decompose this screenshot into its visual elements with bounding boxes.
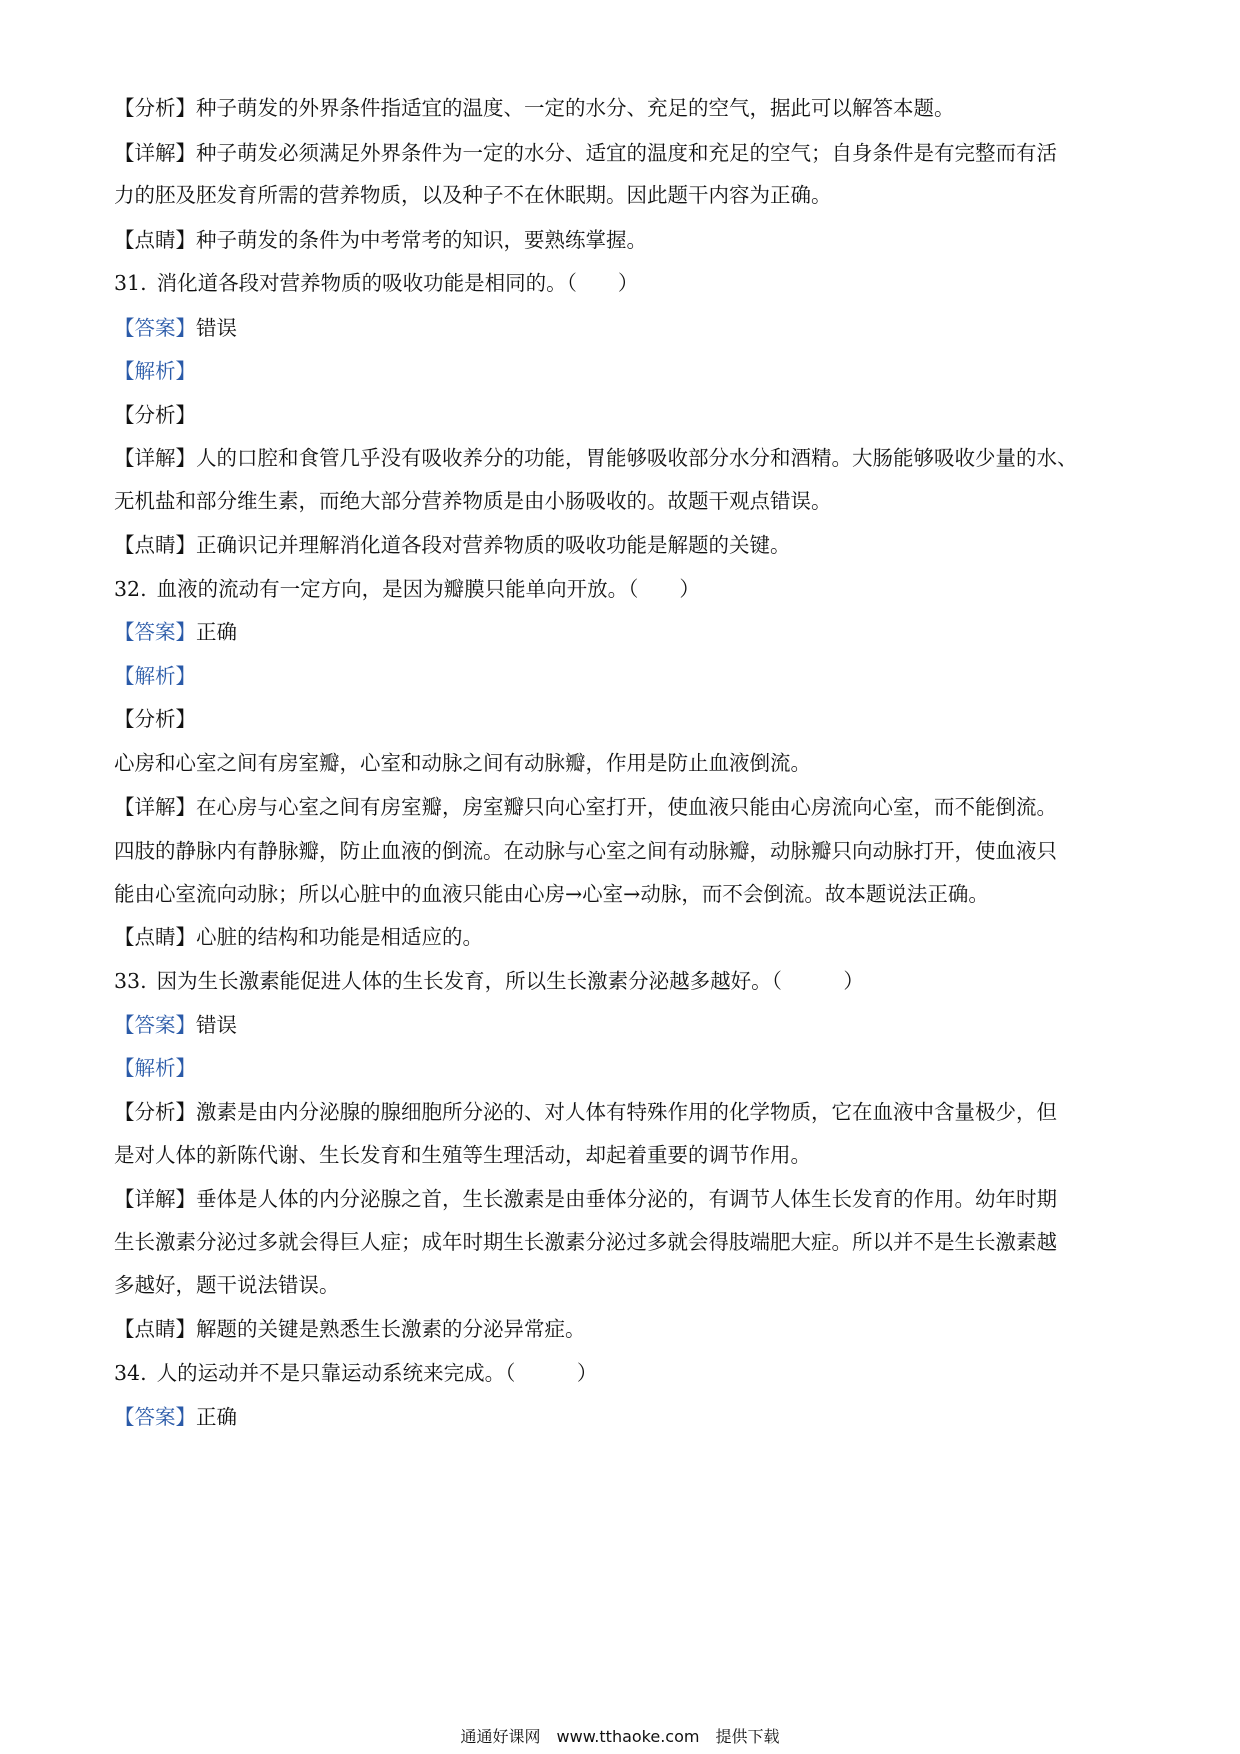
line-text: 力的胚及胚发育所需的营养物质，以及种子不在休眠期。因此题干内容为正确。 (114, 183, 832, 207)
section-tag: 【分析】 (114, 403, 196, 427)
paragraph-line (114, 180, 1134, 210)
section-tag: 【答案】 (114, 620, 196, 644)
section-tag: 【分析】 (114, 1100, 196, 1124)
line-text: 种子萌发必须满足外界条件为一定的水分、适宜的温度和充足的空气；自身条件是有完整而有活 (196, 141, 1057, 165)
line-text: 错误 (196, 1013, 237, 1037)
section-tag: 【解析】 (114, 664, 196, 688)
labeled-paragraph-line (114, 400, 1134, 430)
line-text: 解题的关键是熟悉生长激素的分泌异常症。 (196, 1317, 586, 1341)
labeled-paragraph-line (114, 138, 1134, 168)
labeled-paragraph-line (114, 1314, 1134, 1344)
section-tag: 【点睛】 (114, 228, 196, 252)
labeled-paragraph-line (114, 1097, 1134, 1127)
section-tag: 【分析】 (114, 96, 196, 120)
line-text: 正确识记并理解消化道各段对营养物质的吸收功能是解题的关键。 (196, 533, 791, 557)
labeled-paragraph-line (114, 93, 1134, 123)
paragraph-line (114, 1140, 1134, 1170)
line-text: 正确 (196, 1405, 237, 1429)
line-text: 错误 (196, 316, 237, 340)
section-tag: 【点睛】 (114, 925, 196, 949)
labeled-paragraph-line (114, 225, 1134, 255)
labeled-paragraph-line (114, 1402, 1134, 1432)
section-tag: 【答案】 (114, 316, 196, 340)
question-number: 31. (114, 271, 147, 295)
section-tag: 【详解】 (114, 1187, 196, 1211)
line-text: 正确 (196, 620, 237, 644)
section-tag: 【点睛】 (114, 533, 196, 557)
section-tag: 【答案】 (114, 1405, 196, 1429)
labeled-paragraph-line (114, 1053, 1134, 1083)
line-text: 激素是由内分泌腺的腺细胞所分泌的、对人体有特殊作用的化学物质，它在血液中含量极少，但 (196, 1100, 1057, 1124)
question-line (114, 574, 1134, 604)
paragraph-line (114, 1227, 1134, 1257)
labeled-paragraph-line (114, 356, 1134, 386)
labeled-paragraph-line (114, 443, 1134, 473)
labeled-paragraph-line (114, 1184, 1134, 1214)
labeled-paragraph-line (114, 792, 1134, 822)
section-tag: 【解析】 (114, 1056, 196, 1080)
line-text: 种子萌发的外界条件指适宜的温度、一定的水分、充足的空气，据此可以解答本题。 (196, 96, 955, 120)
line-text: 因为生长激素能促进人体的生长发育，所以生长激素分泌越多越好。（ ） (156, 969, 864, 993)
line-text: 心脏的结构和功能是相适应的。 (196, 925, 483, 949)
section-tag: 【分析】 (114, 707, 196, 731)
page-footer: 通通好课网 www.tthaoke.com 提供下载 (460, 1727, 780, 1746)
line-text: 消化道各段对营养物质的吸收功能是相同的。（ ） (156, 271, 639, 295)
question-line (114, 268, 1134, 298)
line-text: 人的口腔和食管几乎没有吸收养分的功能，胃能够吸收部分水分和酒精。大肠能够吸收少量的水、 (196, 446, 1078, 470)
paragraph-line (114, 748, 1134, 778)
question-line (114, 966, 1134, 996)
labeled-paragraph-line (114, 704, 1134, 734)
line-text: 无机盐和部分维生素，而绝大部分营养物质是由小肠吸收的。故题干观点错误。 (114, 489, 832, 513)
question-number: 33. (114, 969, 147, 993)
section-tag: 【详解】 (114, 141, 196, 165)
labeled-paragraph-line (114, 661, 1134, 691)
line-text: 种子萌发的条件为中考常考的知识，要熟练掌握。 (196, 228, 647, 252)
labeled-paragraph-line (114, 617, 1134, 647)
labeled-paragraph-line (114, 313, 1134, 343)
labeled-paragraph-line (114, 1010, 1134, 1040)
question-number: 32. (114, 577, 147, 601)
line-text: 垂体是人体的内分泌腺之首，生长激素是由垂体分泌的，有调节人体生长发育的作用。幼年时期 (196, 1187, 1057, 1211)
line-text: 是对人体的新陈代谢、生长发育和生殖等生理活动，却起着重要的调节作用。 (114, 1143, 811, 1167)
paragraph-line (114, 1270, 1134, 1300)
section-tag: 【解析】 (114, 359, 196, 383)
section-tag: 【答案】 (114, 1013, 196, 1037)
line-text: 在心房与心室之间有房室瓣，房室瓣只向心室打开，使血液只能由心房流向心室，而不能倒流。 (196, 795, 1057, 819)
paragraph-line (114, 879, 1134, 909)
paragraph-line (114, 486, 1134, 516)
section-tag: 【详解】 (114, 795, 196, 819)
section-tag: 【点睛】 (114, 1317, 196, 1341)
line-text: 人的运动并不是只靠运动系统来完成。（ ） (156, 1361, 598, 1385)
line-text: 血液的流动有一定方向，是因为瓣膜只能单向开放。（ ） (156, 577, 700, 601)
paragraph-line (114, 836, 1134, 866)
line-text: 能由心室流向动脉；所以心脏中的血液只能由心房→心室→动脉，而不会倒流。故本题说法正确。 (114, 882, 989, 906)
labeled-paragraph-line (114, 922, 1134, 952)
question-number: 34. (114, 1361, 147, 1385)
question-line (114, 1358, 1134, 1388)
labeled-paragraph-line (114, 530, 1134, 560)
line-text: 多越好，题干说法错误。 (114, 1273, 340, 1297)
line-text: 生长激素分泌过多就会得巨人症；成年时期生长激素分泌过多就会得肢端肥大症。所以并不是生长激素越 (114, 1230, 1057, 1254)
line-text: 心房和心室之间有房室瓣，心室和动脉之间有动脉瓣，作用是防止血液倒流。 (114, 751, 811, 775)
line-text: 四肢的静脉内有静脉瓣，防止血液的倒流。在动脉与心室之间有动脉瓣，动脉瓣只向动脉打开，使血液只 (114, 839, 1057, 863)
section-tag: 【详解】 (114, 446, 196, 470)
